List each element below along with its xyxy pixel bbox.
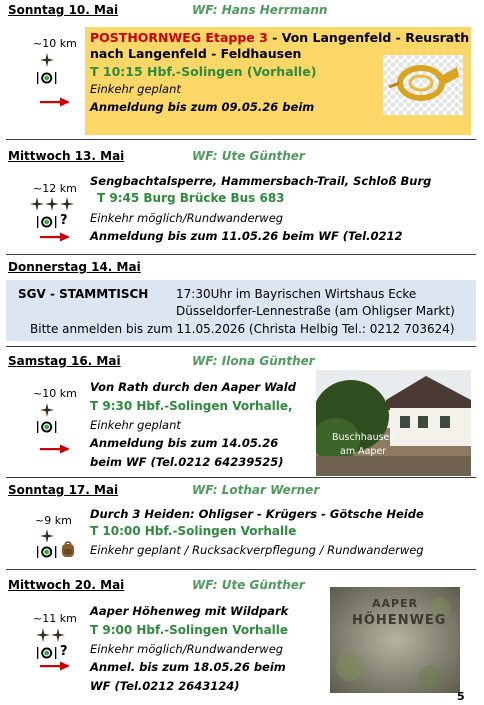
- restaurant-icon: [36, 419, 58, 438]
- event-leader: WF: Ute Günther: [192, 149, 305, 163]
- meeting-time: T 10:15 Hbf.-Solingen (Vorhalle): [90, 64, 317, 79]
- arrow-right-icon: [40, 232, 70, 242]
- meeting-time: T 10:00 Hbf.-Solingen Vorhalle: [90, 524, 297, 538]
- registration-info-2: WF (Tel.0212 2643124): [90, 679, 240, 693]
- meeting-time: T 9:00 Hbf.-Solingen Vorhalle: [90, 623, 289, 637]
- registration-info: Bitte anmelden bis zum 11.05.2026 (Christa Helbig Tel.: 0212 703624): [30, 322, 455, 336]
- distance-label: ~11 km: [33, 612, 77, 625]
- photo-caption-2: am Aaper: [340, 446, 387, 457]
- registration-info: Anmeldung bis zum 14.05.26: [90, 436, 279, 450]
- meeting-time: T 9:30 Hbf.-Solingen Vorhalle,: [90, 399, 293, 413]
- distance-label: ~12 km: [33, 182, 77, 195]
- restaurant-icon: [36, 544, 58, 563]
- question-mark-icon: ?: [60, 644, 68, 659]
- registration-info: Anmeldung bis zum 11.05.26 beim WF (Tel.0212: [90, 229, 403, 243]
- route-description: Aaper Höhenweg mit Wildpark: [90, 604, 289, 618]
- arrow-right-icon: [40, 444, 70, 454]
- event-leader: WF: Ilona Günther: [192, 354, 315, 368]
- route-description: Sengbachtalsperre, Hammersbach-Trail, Schloß Burg: [90, 174, 432, 188]
- event-date: Mittwoch 20. Mai: [8, 578, 125, 592]
- event-location-2: Düsseldorfer-Lennestraße (am Ohligser Markt): [176, 304, 455, 318]
- route-name: POSTHORNWEG Etappe 3: [90, 30, 268, 45]
- backpack-icon: [60, 540, 76, 562]
- event-date: Sonntag 10. Mai: [8, 3, 119, 17]
- event-date: Samstag 16. Mai: [8, 354, 121, 368]
- difficulty-icon: [40, 52, 54, 71]
- question-mark-icon: ?: [60, 213, 68, 228]
- route-description-2: nach Langenfeld - Feldhausen: [90, 46, 302, 61]
- route-description: Von Rath durch den Aaper Wald: [90, 380, 296, 394]
- restaurant-icon: [36, 70, 58, 89]
- stop-info: Einkehr geplant: [90, 82, 181, 96]
- distance-label: ~9 km: [35, 514, 72, 527]
- posthorn-icon: [383, 55, 463, 119]
- page-number: 5: [457, 690, 465, 703]
- event-date: Sonntag 17. Mai: [8, 483, 119, 497]
- distance-label: ~10 km: [33, 387, 77, 400]
- arrow-right-icon: [40, 97, 70, 107]
- route-description: Durch 3 Heiden: Ohligser - Krügers - Götsche Heide: [90, 507, 424, 521]
- stop-info: Einkehr möglich/Rundwanderweg: [90, 642, 284, 656]
- registration-info-2: beim WF (Tel.0212 64239525): [90, 455, 284, 469]
- stop-info: Einkehr geplant / Rucksackverpflegung / Rundwanderweg: [90, 543, 424, 557]
- registration-info: Anmel. bis zum 18.05.26 beim: [90, 660, 286, 674]
- registration-info: Anmeldung bis zum 09.05.26 beim: [90, 100, 315, 114]
- event-date: Mittwoch 13. Mai: [8, 149, 125, 163]
- stone-marker-photo: [330, 587, 460, 693]
- event-title: SGV - STAMMTISCH: [18, 287, 149, 301]
- arrow-right-icon: [40, 661, 70, 671]
- stop-info: Einkehr geplant: [90, 418, 181, 432]
- event-location: 17:30Uhr im Bayrischen Wirtshaus Ecke: [176, 287, 417, 301]
- event-leader: WF: Lothar Werner: [192, 483, 320, 497]
- stone-inscription-2: HÖHENWEG: [352, 613, 447, 628]
- event-leader: WF: Hans Herrmann: [192, 3, 328, 17]
- restaurant-photo: [316, 370, 471, 476]
- restaurant-icon: [36, 214, 58, 233]
- stop-info: Einkehr möglich/Rundwanderweg: [90, 211, 284, 225]
- event-date: Donnerstag 14. Mai: [8, 260, 141, 274]
- distance-label: ~10 km: [33, 37, 77, 50]
- stone-inscription: AAPER: [372, 597, 419, 610]
- route-description: - Von Langenfeld - Reusrath: [267, 30, 470, 45]
- photo-caption: Buschhausen: [332, 432, 396, 443]
- meeting-time: T 9:45 Burg Brücke Bus 683: [97, 191, 285, 205]
- event-leader: WF: Ute Günther: [192, 578, 305, 592]
